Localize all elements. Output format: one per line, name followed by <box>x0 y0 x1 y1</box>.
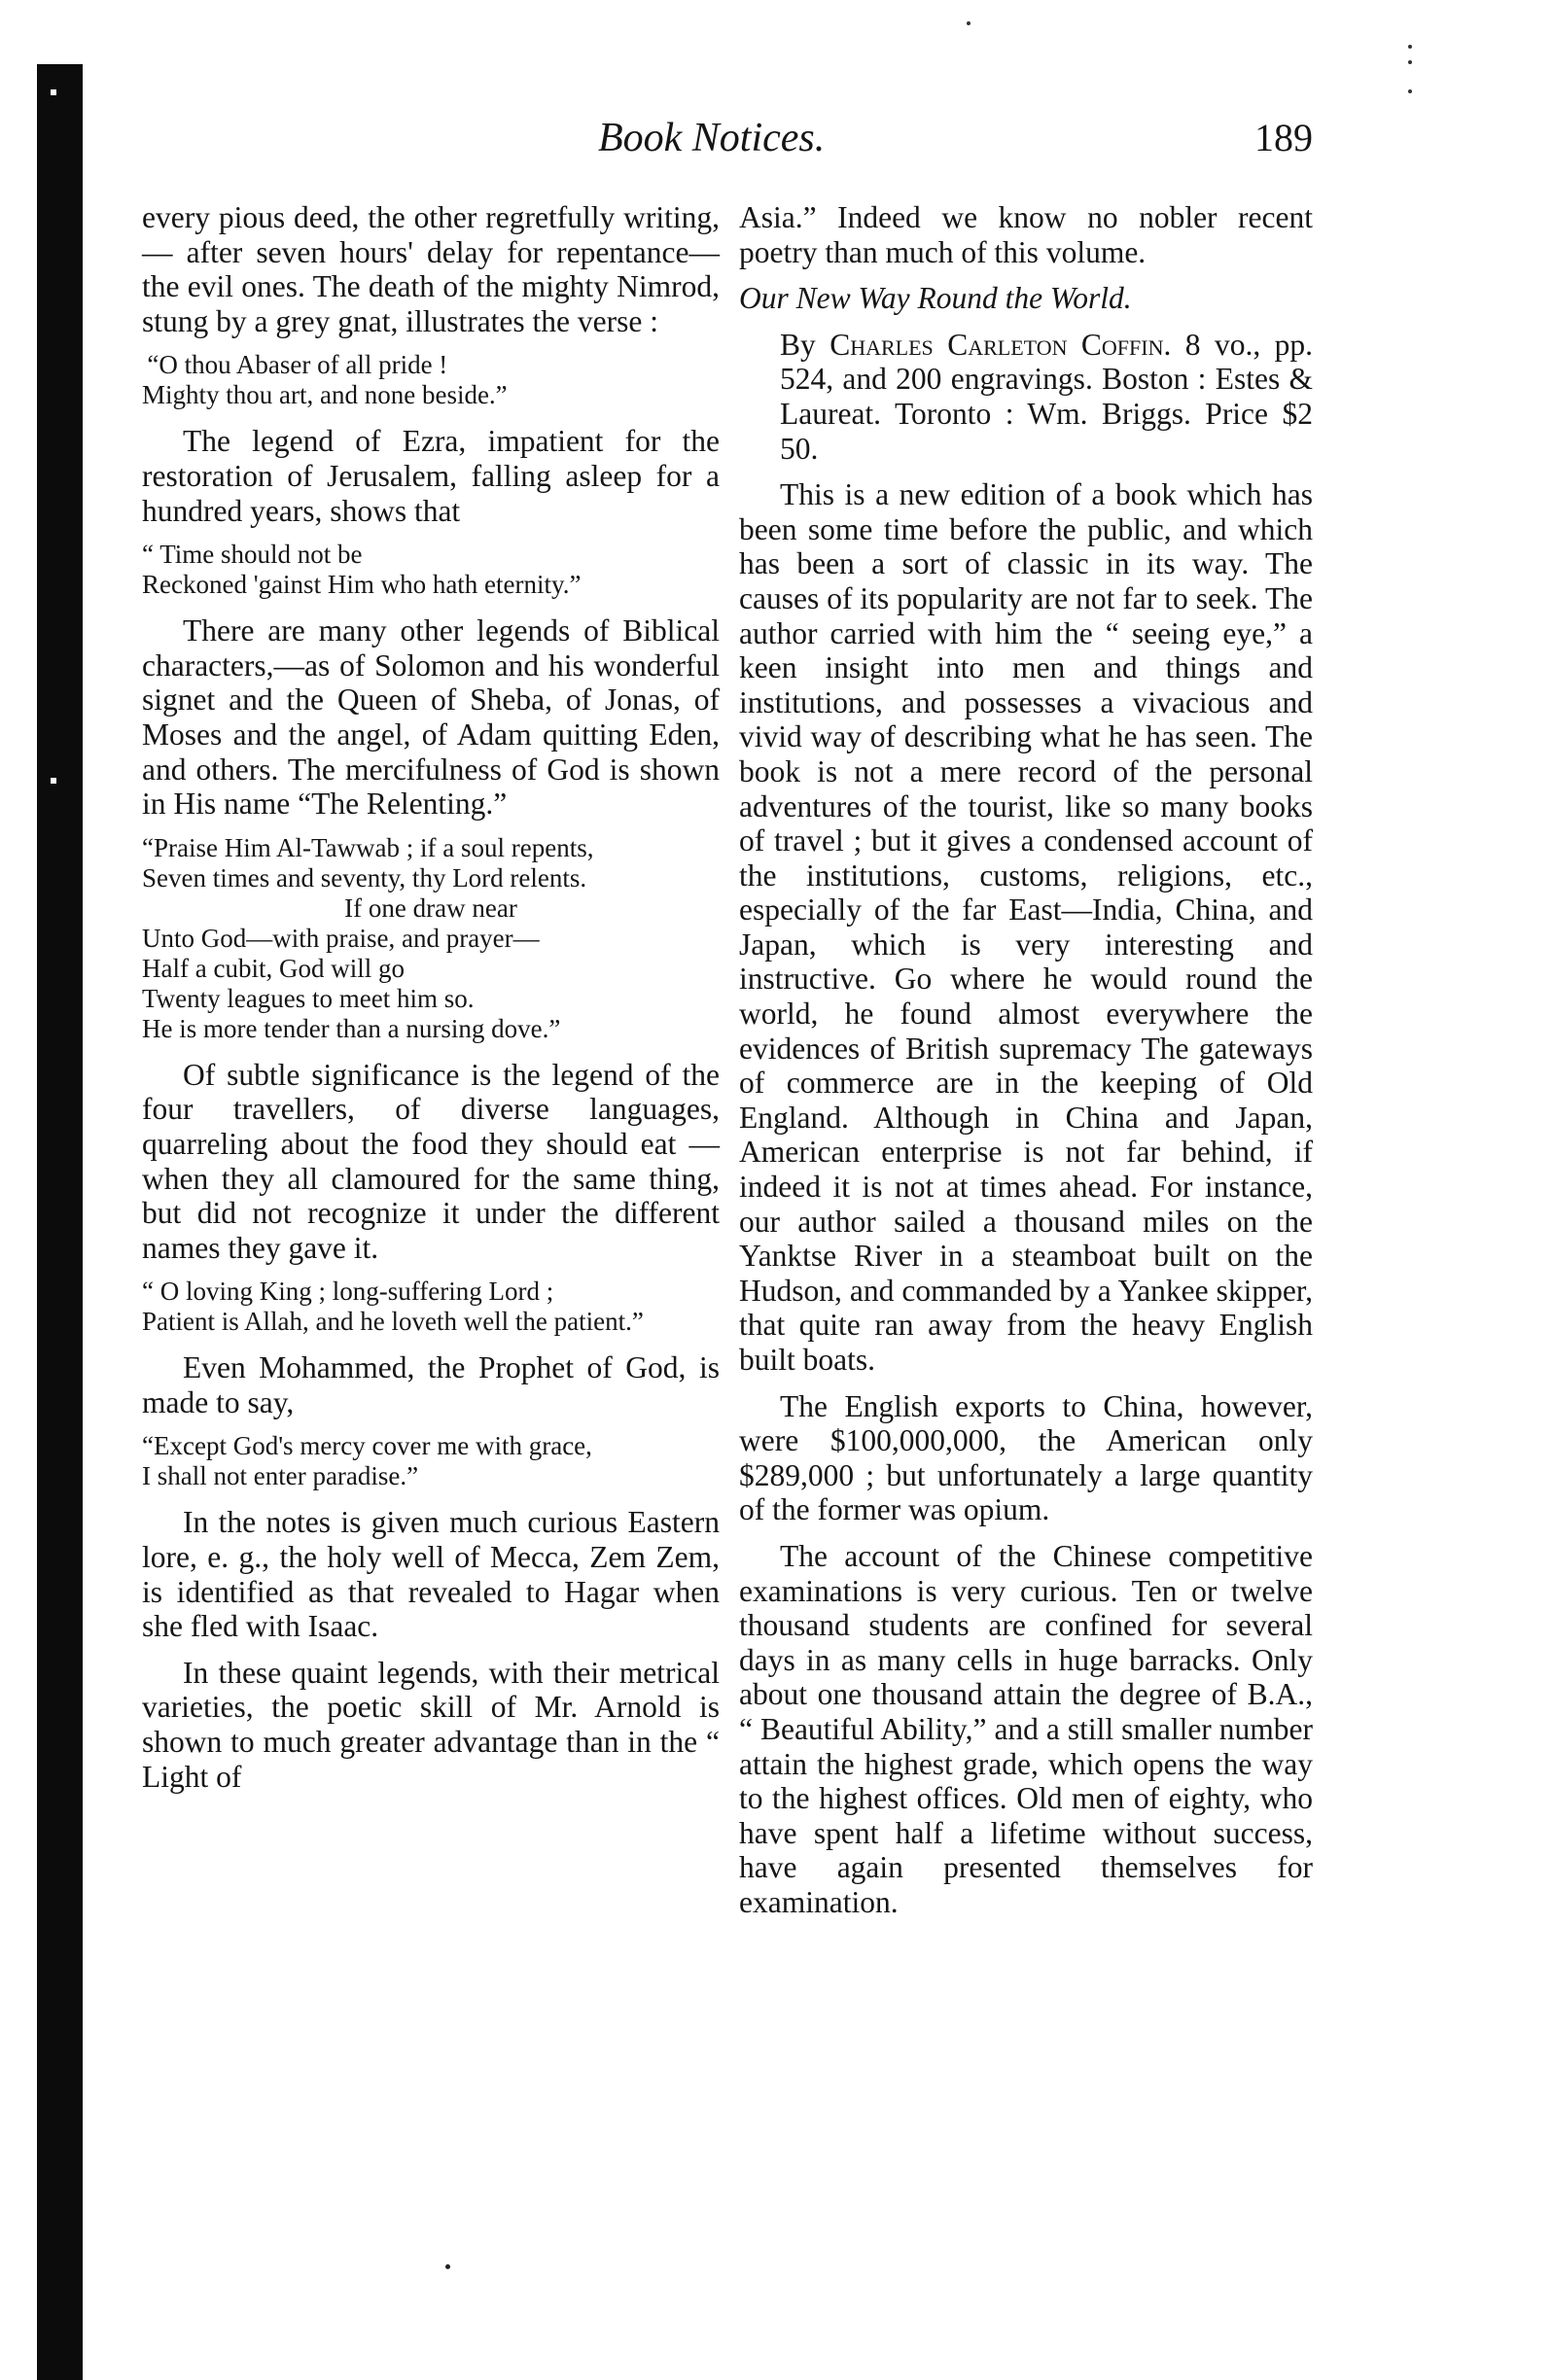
paragraph: every pious deed, the other regretfully writing,— after seven hours' delay for repentance—the evil ones. The death of the mighty Nimrod, stung by a grey gnat, illustrates the verse : <box>142 200 720 338</box>
book-spine-shadow <box>37 64 83 2380</box>
paragraph: In these quaint legends, with their metrical varieties, the poetic skill of Mr. Arnold is shown to much greater advantage than in the “ Light of <box>142 1655 720 1794</box>
book-by: By <box>780 327 816 362</box>
verse-line: “ Time should not be <box>142 540 363 570</box>
paragraph: There are many other legends of Biblical characters,—as of Solomon and his wonderful signet and the Queen of Sheba, of Jonas, of Moses and the angel, of Adam quitting Eden, and others. The mercifulness of God is shown in His name “The Relenting.” <box>142 613 720 822</box>
verse-line: I shall not enter paradise.” <box>142 1461 419 1491</box>
paragraph: The legend of Ezra, impatient for the restoration of Jerusalem, falling asleep for a hundred years, shows that <box>142 424 720 528</box>
verse-quote <box>142 1277 720 1337</box>
margin-speck <box>445 2264 450 2269</box>
verse-line: Patient is Allah, and he loveth well the patient.” <box>142 1307 644 1337</box>
verse-line: If one draw near <box>344 892 517 923</box>
verse-line: “Except God's mercy cover me with grace, <box>142 1431 592 1461</box>
paragraph: The account of the Chinese competitive examinations is very curious. Ten or twelve thousand students are confined for several days in as many cells in huge barracks. Only about one thousand attain the degree of B.A., “ Beautiful Ability,” and a still smaller number attain the highest grade, which opens the way to the highest offices. Old men of eighty, who have spent half a lifetime without success, have again presented themselves for examination. <box>739 1538 1313 1919</box>
left-column <box>142 200 720 1805</box>
verse-line: Seven times and seventy, thy Lord relents. <box>142 862 587 892</box>
verse-line: Reckoned 'gainst Him who hath eternity.” <box>142 570 582 600</box>
page-header <box>117 115 1313 173</box>
verse-line: “ O loving King ; long-suffering Lord ; <box>142 1277 554 1307</box>
book-details <box>739 328 1313 466</box>
verse-line: “O thou Abaser of all pride ! <box>147 350 448 380</box>
paragraph: The English exports to China, however, were $100,000,000, the American only $289,000 ; but unfortunately a large quantity of the former was opium. <box>739 1388 1313 1527</box>
verse-line: Mighty thou art, and none beside.” <box>142 380 508 410</box>
margin-speck <box>967 21 971 25</box>
verse-line: Unto God—with praise, and prayer— <box>142 923 540 953</box>
margin-speck <box>1408 89 1412 93</box>
verse-line: Twenty leagues to meet him so. <box>142 983 475 1013</box>
paragraph: Even Mohammed, the Prophet of God, is made to say, <box>142 1350 720 1419</box>
verse-quote <box>142 540 720 600</box>
verse-line: “Praise Him Al-Tawwab ; if a soul repents, <box>142 832 594 862</box>
margin-speck <box>1408 60 1412 64</box>
book-author: Charles Carleton Coffin. <box>829 327 1172 362</box>
verse-quote <box>142 350 720 410</box>
verse-line: Half a cubit, God will go <box>142 953 405 983</box>
paragraph: Asia.” Indeed we know no nobler recent poetry than much of this volume. <box>739 200 1313 269</box>
spine-speck <box>51 89 56 95</box>
page-number: 189 <box>1254 116 1313 159</box>
book-publication: 8 vo., pp. 524, and 200 engravings. Boston : Estes & Laureat. Toronto : Wm. Briggs. Price $2 50. <box>780 327 1314 466</box>
paragraph: This is a new edition of a book which has been some time before the public, and which has been a sort of classic in its way. The causes of its popularity are not far to seek. The author carried with him the “ seeing eye,” a keen insight into men and things and institutions, and possesses a vivacious and vivid way of describing what he has seen. The book is not a mere record of the personal adventures of the tourist, like so many books of travel ; but it gives a condensed account of the institutions, customs, religions, etc., especially of the far East—India, China, and Japan, which is very interesting and instructive. Go where he would round the world, he found almost everywhere the evidences of British supremacy The gateways of commerce are in the keeping of Old England. Although in China and Japan, American enterprise is not far behind, if indeed it is not at times ahead. For instance, our author sailed a thousand miles on the Yanktse River in a steamboat built on the Hudson, and commanded by a Yankee skipper, that quite ran away from the heavy English built boats. <box>739 477 1313 1377</box>
spine-speck <box>51 778 56 784</box>
verse-line: He is more tender than a nursing dove.” <box>142 1013 561 1043</box>
right-column <box>739 200 1313 1932</box>
margin-speck <box>1408 45 1412 49</box>
verse-quote <box>142 833 720 1044</box>
paragraph: Of subtle significance is the legend of the four travellers, of diverse languages, quarreling about the food they should eat — when they all clamoured for the same thing, but did not recognize it under the different names they gave it. <box>142 1057 720 1265</box>
book-title: Our New Way Round the World. <box>739 281 1132 316</box>
running-title: Book Notices. <box>598 116 826 160</box>
verse-quote <box>142 1431 720 1491</box>
paragraph: In the notes is given much curious Eastern lore, e. g., the holy well of Mecca, Zem Zem, is identified as that revealed to Hagar when she fled with Isaac. <box>142 1505 720 1644</box>
